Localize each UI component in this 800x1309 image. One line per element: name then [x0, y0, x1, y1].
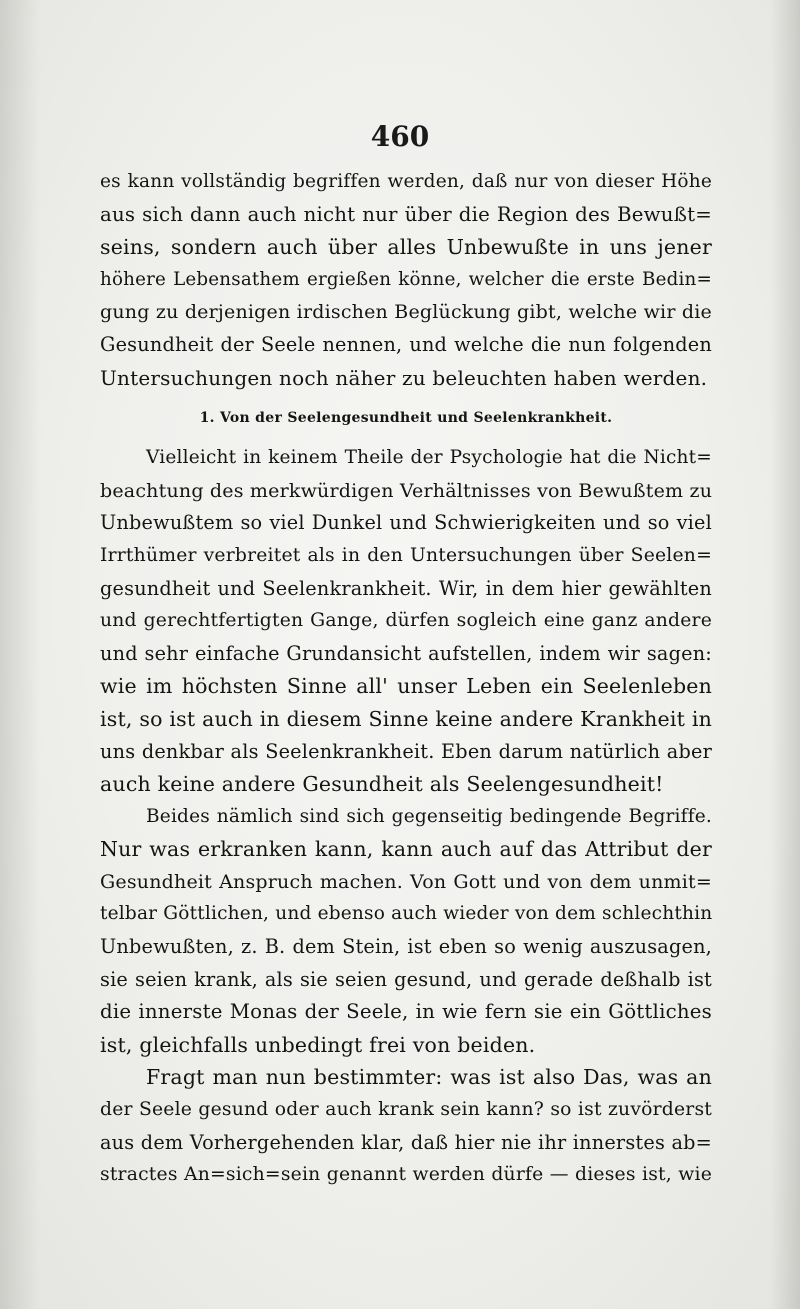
text-line: telbar Göttlichen, und ebenso auch wieder von dem schlechthin: [100, 903, 712, 925]
text-line: Nur was erkranken kann, kann auch auf das Attribut der: [100, 837, 712, 862]
text-line: die innerste Monas der Seele, in wie fern sie ein Göttliches: [100, 1000, 712, 1024]
text-line: der Seele gesund oder auch krank sein kann? so ist zuvörderst: [100, 1099, 712, 1121]
text-line: Unbewußtem so viel Dunkel und Schwierigkeiten und so viel: [100, 511, 712, 535]
text-line: auch keine andere Gesundheit als Seelengesundheit!: [100, 772, 664, 797]
text-line: es kann vollständig begriffen werden, daß nur von dieser Höhe: [100, 171, 712, 192]
text-line: uns denkbar als Seelenkrankheit. Eben darum natürlich aber: [100, 739, 712, 763]
page-body: [100, 166, 712, 1192]
text-line: wie im höchsten Sinne all' unser Leben ein Seelenleben: [100, 674, 712, 699]
text-line: gesundheit und Seelenkrankheit. Wir, in dem hier gewählten: [100, 576, 712, 600]
text-line: Untersuchungen noch näher zu beleuchten haben werden.: [100, 365, 708, 390]
text-line: stractes An=sich=sein genannt werden dürfe — dieses ist, wie: [100, 1164, 712, 1186]
paragraph-2: [100, 801, 712, 1062]
text-line: Gesundheit der Seele nennen, und welche die nun folgenden: [100, 332, 712, 356]
paragraph-1: [100, 442, 712, 801]
text-line: Vielleicht in keinem Theile der Psychologie hat die Nicht=: [146, 447, 712, 469]
text-line: höhere Lebensathem ergießen könne, welcher die erste Bedin=: [100, 268, 712, 290]
page-number: 460: [370, 120, 430, 153]
text-line: sie seien krank, als sie seien gesund, und gerade deßhalb ist: [100, 967, 712, 991]
text-line: ist, gleichfalls unbedingt frei von beiden.: [100, 1032, 536, 1057]
text-line: aus dem Vorhergehenden klar, daß hier nie ihr innerstes ab=: [100, 1130, 712, 1154]
text-line: seins, sondern auch über alles Unbewußte in uns jener: [100, 235, 712, 260]
text-line: Irrthümer verbreitet als in den Untersuchungen über Seelen=: [100, 544, 712, 566]
text-line: und sehr einfache Grundansicht aufstellen, indem wir sagen:: [100, 641, 712, 665]
section-heading: 1. Von der Seelengesundheit und Seelenkrankheit.: [199, 410, 613, 427]
paragraph-3: [100, 1061, 712, 1191]
text-line: beachtung des merkwürdigen Verhältnisses von Bewußtem zu: [100, 479, 712, 502]
text-line: gung zu derjenigen irdischen Beglückung gibt, welche wir die: [100, 301, 712, 324]
text-line: Fragt man nun bestimmter: was ist also Das, was an: [146, 1065, 712, 1090]
text-line: und gerechtfertigten Gange, dürfen sogleich eine ganz andere: [100, 610, 712, 632]
text-line: Gesundheit Anspruch machen. Von Gott und von dem unmit=: [100, 870, 712, 893]
text-line: Unbewußten, z. B. dem Stein, ist eben so wenig auszusagen,: [100, 935, 712, 959]
text-line: ist, so ist auch in diesem Sinne keine andere Krankheit in: [100, 706, 712, 731]
text-line: Beides nämlich sind sich gegenseitig bedingende Begriffe.: [146, 805, 712, 827]
text-line: aus sich dann auch nicht nur über die Region des Bewußt=: [100, 202, 712, 226]
paragraph-intro: [100, 166, 712, 394]
